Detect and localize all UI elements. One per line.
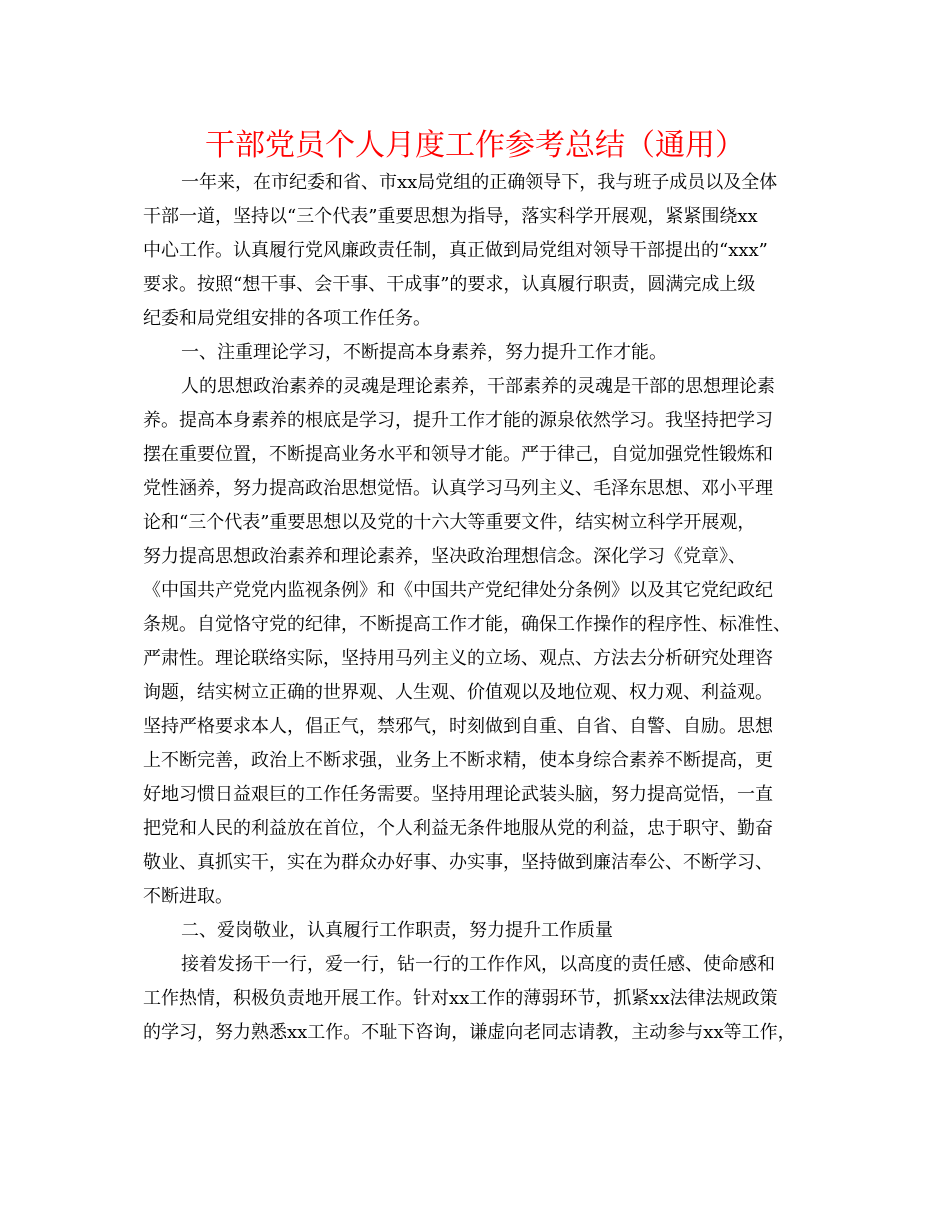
paragraph-line: 上不断完善，政治上不断求强，业务上不断求精，使本身综合素养不断提高，更 — [143, 750, 773, 771]
paragraph-line: 摆在重要位置，不断提高业务水平和领导才能。严于律己，自觉加强党性锻炼和 — [143, 444, 773, 465]
paragraph-line: 要求。按照“想干事、会干事、干成事”的要求，认真履行职责，圆满完成上级 — [143, 274, 756, 295]
paragraph-line: 党性涵养，努力提高政治思想觉悟。认真学习马列主义、毛泽东思想、邓小平理 — [143, 478, 773, 499]
paragraph-line: 询题，结实树立正确的世界观、人生观、价值观以及地位观、权力观、利益观。 — [143, 682, 773, 703]
document-body — [143, 166, 823, 1050]
paragraph-line: 把党和人民的利益放在首位，个人利益无条件地服从党的利益，忠于职守、勤奋 — [143, 818, 773, 839]
paragraph-line: 的学习，努力熟悉xx工作。不耻下咨询，谦虚向老同志请教，主动参与xx等工作， — [143, 1022, 796, 1043]
paragraph-line: 中心工作。认真履行党风廉政责任制，真正做到局党组对领导干部提出的“xxx” — [143, 240, 768, 261]
paragraph-line: 严肃性。理论联络实际，坚持用马列主义的立场、观点、方法去分析研究处理咨 — [143, 648, 773, 669]
paragraph-first-line: 一、注重理论学习，不断提高本身素养，努力提升工作才能。 — [181, 342, 667, 363]
paragraph-line: 敬业、真抓实干，实在为群众办好事、办实事，坚持做到廉洁奉公、不断学习、 — [143, 852, 773, 873]
paragraph-line: 不断进取。 — [143, 886, 233, 907]
paragraph-line: 养。提高本身素养的根底是学习，提升工作才能的源泉依然学习。我坚持把学习 — [143, 410, 773, 431]
document-title: 干部党员个人月度工作参考总结（通用） — [205, 128, 745, 163]
paragraph-line: 坚持严格要求本人，倡正气，禁邪气，时刻做到自重、自省、自警、自励。思想 — [143, 716, 773, 737]
paragraph-first-line: 一年来，在市纪委和省、市xx局党组的正确领导下，我与班子成员以及全体 — [181, 172, 778, 193]
paragraph-line: 好地习惯日益艰巨的工作任务需要。坚持用理论武装头脑，努力提高觉悟，一直 — [143, 784, 773, 805]
paragraph-first-line: 接着发扬干一行，爱一行，钻一行的工作作风，以高度的责任感、使命感和 — [181, 954, 775, 975]
paragraph-line: 纪委和局党组安排的各项工作任务。 — [143, 308, 431, 329]
paragraph-line: 工作热情，积极负责地开展工作。针对xx工作的薄弱环节，抓紧xx法律法规政策 — [143, 988, 778, 1009]
paragraph-line: 条规。自觉恪守党的纪律，不断提高工作才能，确保工作操作的程序性、标准性、 — [143, 614, 791, 635]
paragraph-line: 《中国共产党党内监视条例》和《中国共产党纪律处分条例》以及其它党纪政纪 — [143, 580, 773, 601]
paragraph-line: 论和“三个代表”重要思想以及党的十六大等重要文件，结实树立科学开展观， — [143, 512, 756, 533]
paragraph-line: 努力提高思想政治素养和理论素养，坚决政治理想信念。深化学习《党章》、 — [143, 546, 746, 567]
paragraph-first-line: 二、爱岗敬业，认真履行工作职责，努力提升工作质量 — [181, 920, 613, 941]
paragraph-first-line: 人的思想政治素养的灵魂是理论素养，干部素养的灵魂是干部的思想理论素 — [181, 376, 775, 397]
paragraph-line: 干部一道，坚持以“三个代表”重要思想为指导，落实科学开展观，紧紧围绕xx — [143, 206, 758, 227]
